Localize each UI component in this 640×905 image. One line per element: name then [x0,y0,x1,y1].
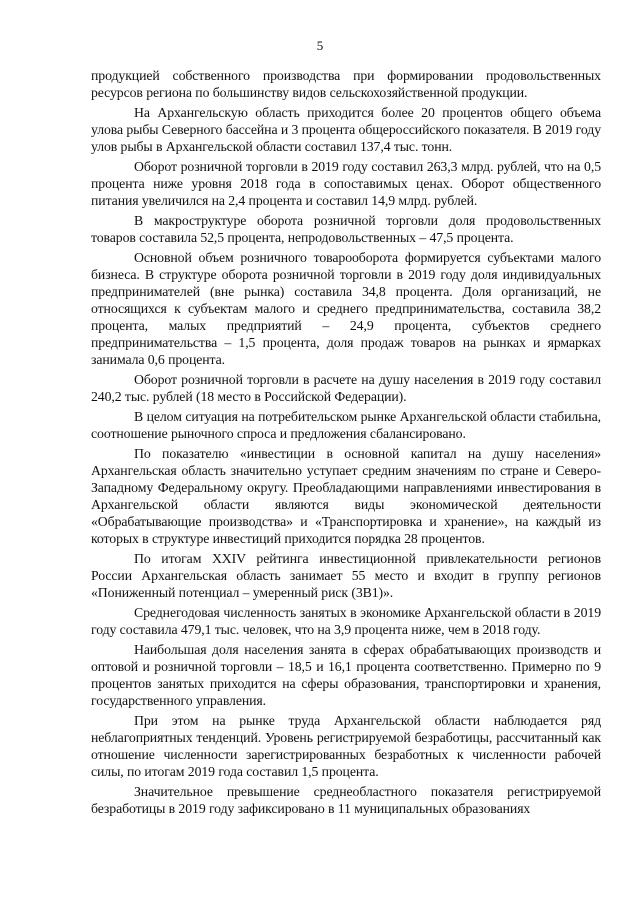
paragraph-employment-sectors: Наибольшая доля населения занята в сферах обрабатывающих производств и оптовой и розничной торговли – 18,5 и 16,1 процента соответственно. Примерно по 9 процентов занятых приходится на сферы образования, транспортировки и хранения, государственного управления. [91,642,601,708]
paragraph-continuation: продукцией собственного производства при формировании продовольственных ресурсов региона по большинству видов сельскохозяйственной продукции. [91,68,601,100]
paragraph-unemployment-excess: Значительное превышение среднеобластного показателя регистрируемой безработицы в 2019 году зафиксировано в 11 муниципальных образованиях [91,784,601,816]
paragraph-employment: Среднегодовая численность занятых в экономике Архангельской области в 2019 году составила 479,1 тыс. человек, что на 3,9 процента ниже, чем в 2018 году. [91,605,601,637]
paragraph-labor-market: При этом на рынке труда Архангельской области наблюдается ряд неблагоприятных тенденций. Уровень регистрируемой безработицы, рассчитанный как отношение численности зарегистрированных безработных к численности рабочей силы, по итогам 2019 года составил 1,5 процента. [91,713,601,779]
paragraph-small-business: Основной объем розничного товарооборота формируется субъектами малого бизнеса. В структуре оборота розничной торговли в 2019 году доля индивидуальных предпринимателей (вне рынка) составила 34,8 процента. Доля организаций, не относящихся к субъектам малого и среднего предпринимательства, составила 38,2 процента, малых предприятий – 24,9 процента, субъектов среднего предпринимательства – 1,5 процента, доля продаж товаров на рынках и ярмарках занимала 0,6 процента. [91,250,601,367]
paragraph-per-capita-retail: Оборот розничной торговли в расчете на душу населения в 2019 году составил 240,2 тыс. рублей (18 место в Российской Федерации). [91,372,601,404]
paragraph-retail-turnover: Оборот розничной торговли в 2019 году составил 263,3 млрд. рублей, что на 0,5 процента ниже уровня 2018 года в сопоставимых ценах. Оборот общественного питания увеличился на 2,4 процента и составил 14,9 млрд. рублей. [91,159,601,208]
paragraph-fish-catch: На Архангельскую область приходится более 20 процентов общего объема улова рыбы Северного бассейна и 3 процента общероссийского показателя. В 2019 году улов рыбы в Архангельской области составил 137,4 тыс. тонн. [91,105,601,154]
document-body [91,67,601,817]
paragraph-investment: По показателю «инвестиции в основной капитал на душу населения» Архангельская область значительно уступает средним значениям по стране и Северо-Западному Федеральному округу. Преобладающими направлениями инвестирования в Архангельской области являются виды экономической деятельности «Обрабатывающие производства» и «Транспортировка и хранение», на каждый из которых в структуре инвестиций приходится порядка 28 процентов. [91,446,601,546]
paragraph-retail-structure: В макроструктуре оборота розничной торговли доля продовольственных товаров составила 52,5 процента, непродовольственных – 47,5 процента. [91,213,601,245]
paragraph-investment-rating: По итогам XXIV рейтинга инвестиционной привлекательности регионов России Архангельская область занимает 55 место и входит в группу регионов «Пониженный потенциал – умеренный риск (3В1)». [91,551,601,600]
paragraph-consumer-market: В целом ситуация на потребительском рынке Архангельской области стабильна, соотношение рыночного спроса и предложения сбалансировано. [91,409,601,441]
page-number: 5 [316,38,324,53]
